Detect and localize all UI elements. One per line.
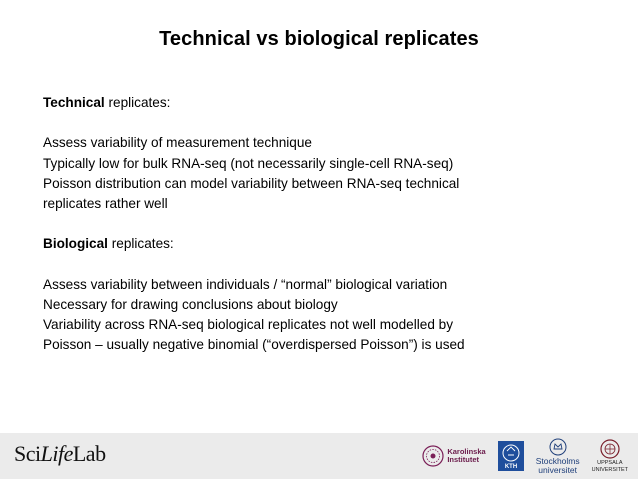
scilifelab-logo-life: Life [40,441,73,466]
biological-line: Necessary for drawing conclusions about biology [43,296,338,312]
biological-heading-rest: replicates: [107,236,174,252]
biological-line: Variability across RNA-seq biological replicates not well modelled by [43,317,454,333]
technical-line: replicates rather well [43,195,168,211]
stockholm-line1: Stockholms [535,455,580,466]
uppsala-line1: UPPSALA [597,460,623,466]
stockholm-crown-icon [549,438,567,456]
stockholm-line2: universitet [538,464,578,475]
karolinska-line1: Karolinska [447,446,486,456]
karolinska-line2: Institutet [447,455,479,464]
technical-heading-bold: Technical [43,95,105,110]
technical-line: Typically low for bulk RNA-seq (not necessarily single-cell RNA-seq) [43,155,454,171]
footer-bar [0,433,638,479]
technical-heading [43,93,603,113]
partner-logos [422,436,628,476]
uppsala-seal-icon [600,439,620,459]
biological-line: Poisson – usually negative binomial (“overdispersed Poisson”) is used [43,337,465,353]
karolinska-logo [422,445,485,467]
biological-heading-bold: Biological [43,236,108,252]
kth-logo-text: KTH [504,464,517,470]
slide-title: Technical vs biological replicates [159,28,479,50]
slide-body [43,93,603,355]
technical-line: Assess variability of measurement technique [43,135,312,151]
uppsala-logo [592,439,628,473]
kth-logo [498,441,524,471]
biological-heading [43,234,603,254]
uppsala-line2: UNIVERSITET [591,466,628,473]
scilifelab-logo [14,441,106,467]
scilifelab-logo-lab: Lab [72,441,106,466]
technical-heading-rest: replicates: [104,95,171,110]
scilifelab-logo-sci: Sci [14,441,41,466]
stockholm-logo [536,438,580,475]
karolinska-emblem-icon [422,445,444,467]
technical-line: Poisson distribution can model variability between RNA-seq technical [43,175,460,191]
biological-line: Assess variability between individuals / “normal” biological variation [43,276,448,292]
